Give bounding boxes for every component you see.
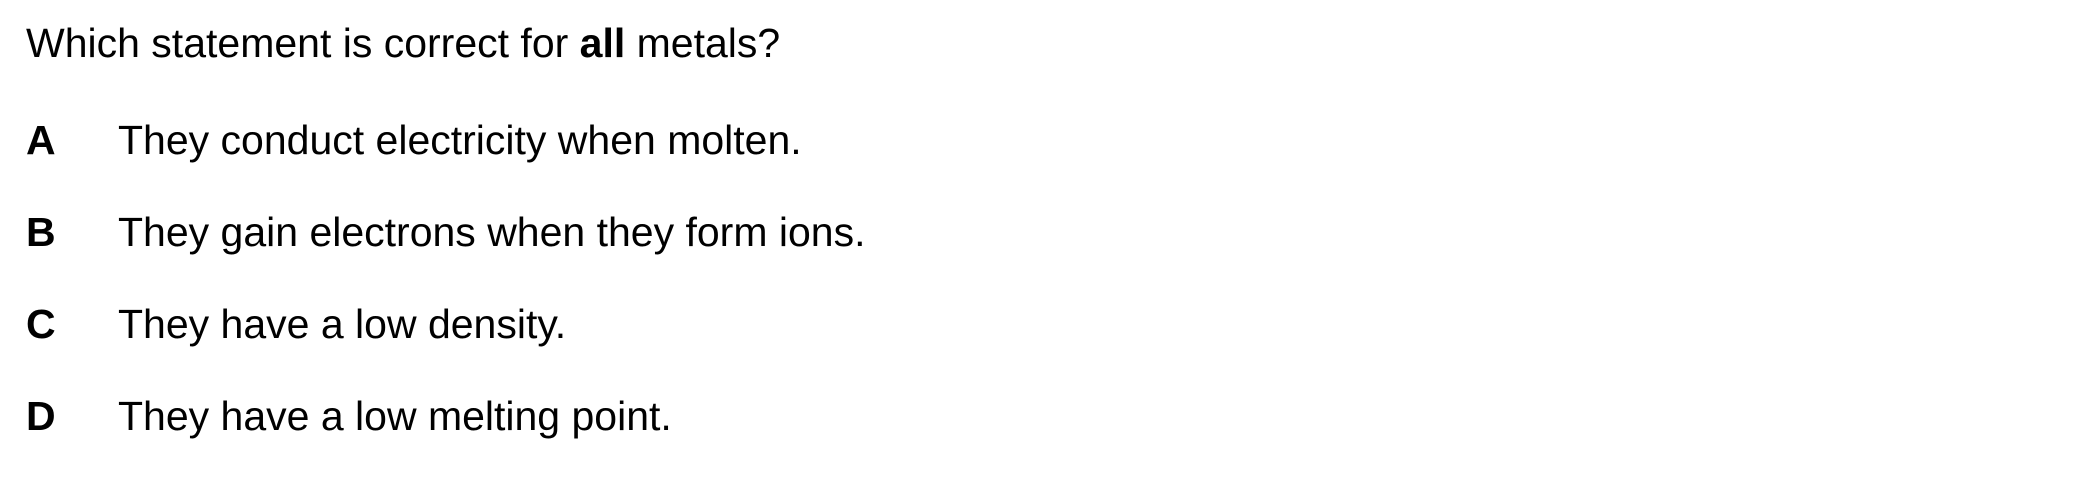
question-suffix: metals? [625,20,781,66]
option-c[interactable] [26,295,2066,387]
question-prefix: Which statement is correct for [26,20,580,66]
answer-options [26,111,2066,479]
option-letter: A [26,117,56,163]
question-emphasis: all [579,20,626,66]
option-text: They gain electrons when they form ions. [118,209,866,255]
option-letter: C [26,301,56,347]
option-text: They conduct electricity when molten. [118,117,802,163]
option-d[interactable] [26,387,2066,479]
option-b[interactable] [26,203,2066,295]
question-text [26,14,780,72]
option-a[interactable] [26,111,2066,203]
option-letter: D [26,393,56,439]
option-letter: B [26,209,56,255]
option-text: They have a low melting point. [118,393,672,439]
option-text: They have a low density. [118,301,567,347]
